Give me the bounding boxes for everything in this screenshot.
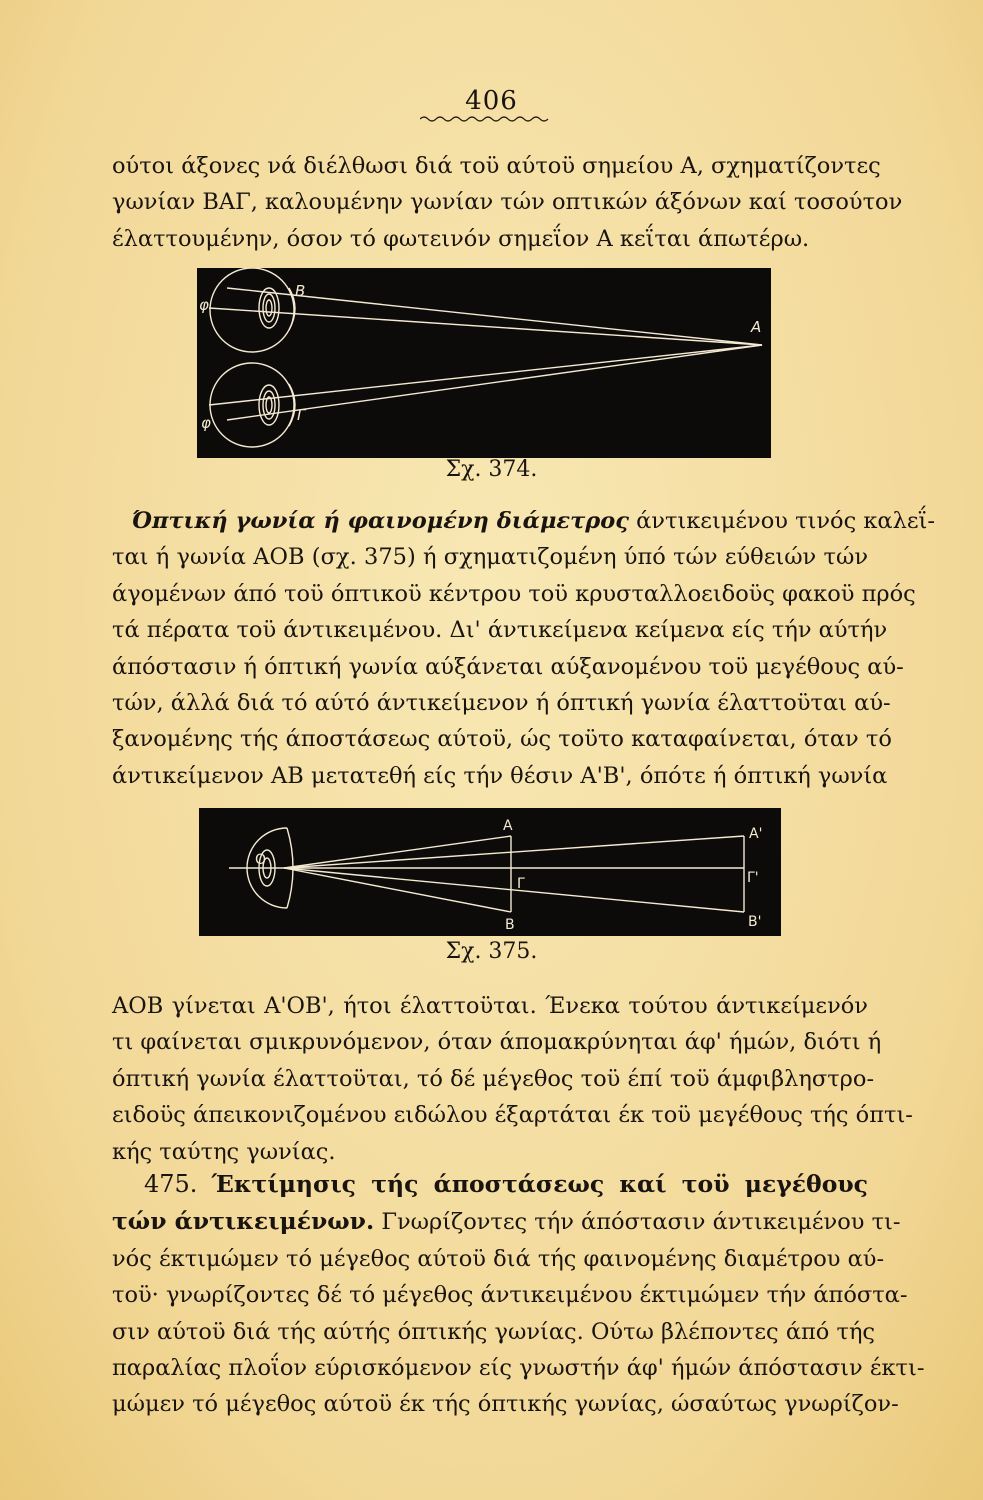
term-optical-angle: Όπτική γωνία ή φαινομένη διάμετρος <box>132 508 629 534</box>
section-title: Έκτίμησις τής άποστάσεως καί τοϋ μεγέθους <box>211 1170 868 1198</box>
eye-bottom-outline <box>210 363 294 447</box>
figure-374-plate <box>197 268 771 458</box>
text-line: ΑΟΒ γίνεται Α'ΟΒ', ήτοι έλαττοϋται. Ένεκα τούτου άντικείμενόν <box>112 993 868 1019</box>
visual-axis-bottom <box>209 345 762 405</box>
label-b: Β <box>295 282 306 300</box>
ray-to-b <box>284 868 511 912</box>
label-g: Γ <box>297 406 306 424</box>
text-line: τά πέρατα τοϋ άντικειμένου. Δι' άντικείμενα κείμενα είς τήν αύτήν <box>112 617 888 644</box>
label-phi-bottom: φ <box>201 414 211 432</box>
text-line: γωνίαν ΒΑΓ, καλουμένην γωνίαν τών οπτικών άξόνων καί τοσούτον <box>112 189 903 216</box>
text-line: ούτοι άξονες νά διέλθωσι διά τοϋ αύτοϋ σημείου Α, σχηματίζοντες <box>112 153 881 179</box>
text-line: έλαττουμένην, όσον τό φωτεινόν σημεΐον Α κεΐται άπωτέρω. <box>112 225 810 252</box>
label-b-prime: Β' <box>748 914 762 930</box>
text-line: ειδοϋς άπεικονιζομένου ειδώλου έξαρτάται έκ τοϋ μεγέθους τής όπτι- <box>112 1102 913 1129</box>
text-line: όπτική γωνία έλαττοϋται, τό δέ μέγεθος τοϋ έπί τοϋ άμφιβληστρο- <box>112 1065 875 1092</box>
label-a: Α <box>503 818 513 834</box>
text-line: άντικείμενον ΑΒ μετατεθή είς τήν θέσιν Α'Β', όπότε ή όπτική γωνία <box>112 762 888 789</box>
label-phi-top: φ <box>199 296 209 314</box>
label-o: Ο <box>255 852 267 868</box>
page-number-ornament <box>420 114 550 124</box>
text-line <box>112 503 935 539</box>
text-line <box>112 1203 901 1240</box>
text-line: άπόστασιν ή όπτική γωνία αύξάνεται αύξανομένου τοϋ μεγέθους αύ- <box>112 653 904 680</box>
eye-top-outline <box>210 268 294 352</box>
label-a: Α <box>751 318 762 336</box>
label-b: Β <box>505 917 515 933</box>
label-g: Γ <box>517 876 525 892</box>
section-475 <box>112 1166 925 1423</box>
text-line: παραλίας πλοΐον εύρισκόμενον είς γνωστήν άφ' ήμών άπόστασιν έκτι- <box>112 1355 925 1382</box>
label-g-prime: Γ' <box>747 870 759 886</box>
label-a-prime: Α' <box>749 826 763 842</box>
section-heading-line <box>112 1166 868 1203</box>
text-line: τών, άλλά διά τό αύτό άντικείμενον ή όπτική γωνία έλαττοϋται αύ- <box>112 690 891 717</box>
line-rest: άντικειμένου τινός καλεΐ- <box>636 508 935 534</box>
text-line: ξανομένης τής άποστάσεως αύτοϋ, ώς τοϋτο καταφαίνεται, όταν τό <box>112 726 892 753</box>
text-line: τοϋ· γνωρίζοντες δέ τό μέγεθος άντικειμένου έκτιμώμεν τήν άπόστα- <box>112 1282 908 1309</box>
section-number: 475. <box>144 1170 198 1198</box>
figure-374-drawing <box>197 268 771 458</box>
visual-axis-top <box>209 308 762 345</box>
section-title-cont: τών άντικειμένων. <box>112 1207 375 1236</box>
ray-to-a-prime <box>284 836 744 868</box>
text-line: τι φαίνεται σμικρυνόμενον, όταν άπομακρύνηται άφ' ήμών, διότι ή <box>112 1029 882 1056</box>
figure-375-caption: Σχ. 375. <box>445 939 538 964</box>
figure-374-caption: Σχ. 374. <box>445 457 538 482</box>
paragraph-optical-angle <box>112 503 935 794</box>
text-line: νός έκτιμώμεν τό μέγεθος αύτοϋ διά τής φαινομένης διαμέτρου αύ- <box>112 1245 885 1272</box>
text-line: σιν αύτοϋ διά τής αύτής όπτικής γωνίας. Ούτω βλέποντες άπό τής <box>112 1318 876 1345</box>
paragraph-intro <box>112 148 903 257</box>
line-rest: Γνωρίζοντες τήν άπόστασιν άντικειμένου τι- <box>381 1209 901 1236</box>
text-line: μώμεν τό μέγεθος αύτοϋ έκ τής όπτικής γωνίας, ώσαύτως γνωρίζον- <box>112 1391 899 1418</box>
text-line: ται ή γωνία ΑΟΒ (σχ. 375) ή σχηματιζομένη ύπό τών εύθειών τών <box>112 544 868 571</box>
paragraph-continuation <box>112 988 913 1170</box>
text-line: άγομένων άπό τοϋ όπτικοϋ κέντρου τοϋ κρυσταλλοειδοϋς φακοϋ πρός <box>112 580 916 607</box>
ray-to-b-prime <box>284 868 744 912</box>
figure-375-plate <box>199 808 781 936</box>
figure-375-drawing <box>199 808 781 936</box>
page-number: 406 <box>465 86 518 116</box>
text-line: κής ταύτης γωνίας. <box>112 1138 336 1165</box>
ray-to-a <box>284 836 511 868</box>
